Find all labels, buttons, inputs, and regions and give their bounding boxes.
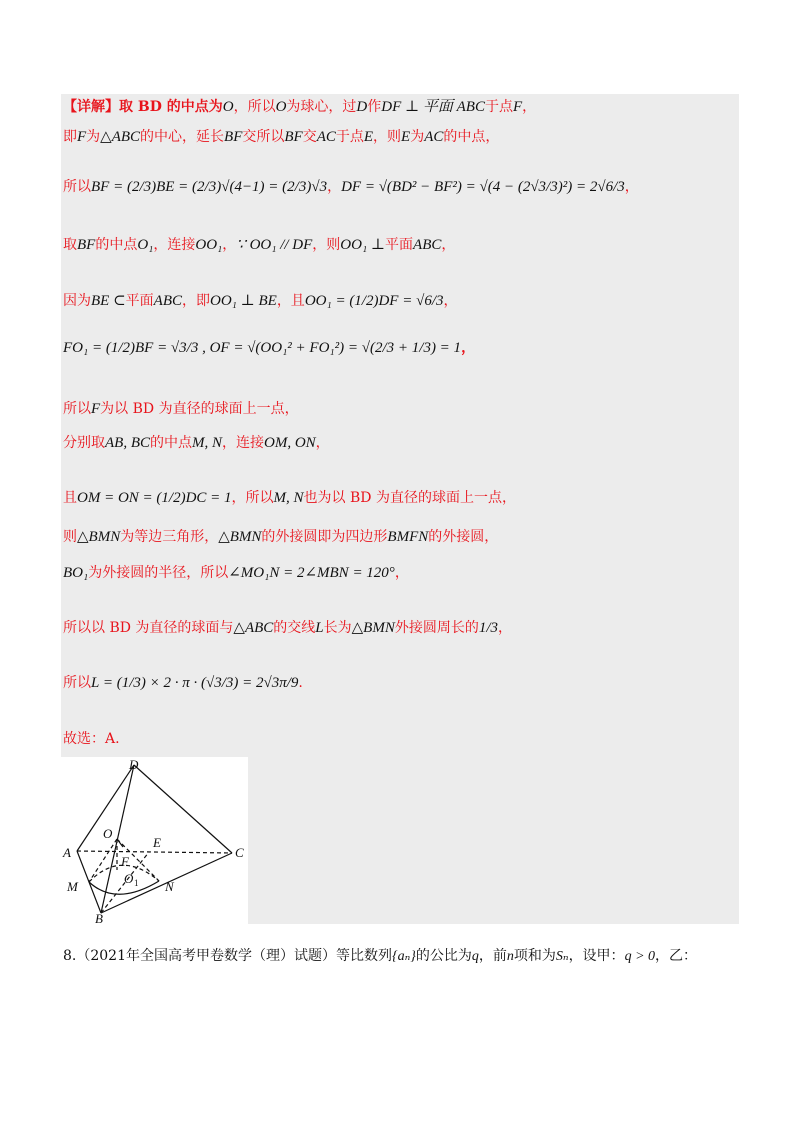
label-A: A — [63, 845, 71, 860]
text: 于点 — [484, 99, 513, 115]
text: 平面 — [385, 237, 414, 253]
text: ，且 — [276, 293, 305, 309]
text: ， — [394, 565, 409, 581]
math: E — [363, 129, 374, 145]
text: . — [298, 675, 303, 691]
text: 为等边三角形， — [120, 529, 219, 545]
text: 的交线 — [273, 620, 316, 636]
math: BO₁ — [63, 565, 89, 581]
text: 也为以 BD 为直径的球面上一点， — [303, 490, 516, 506]
solution-line-5 — [63, 291, 458, 311]
math: △BMN — [218, 529, 262, 545]
math: FO₁ = (1/2)BF = √3/3 , OF = √(OO₁² + FO₁²) = √(2/3 + 1/3) = 1 — [63, 340, 462, 356]
math: AC — [316, 129, 336, 145]
text: ，设甲： — [568, 948, 625, 964]
math: M, N — [192, 435, 222, 451]
math: BF — [77, 237, 96, 253]
text: ， — [441, 237, 456, 253]
label-N: N — [165, 879, 174, 894]
math: n — [506, 949, 514, 964]
math: △BMN — [351, 620, 395, 636]
math: q — [471, 949, 479, 964]
text: 平面 — [125, 293, 154, 309]
math: OO₁ ⊥ — [340, 237, 386, 253]
math: BF — [284, 129, 303, 145]
solution-line-7 — [63, 399, 299, 419]
text: ，前 — [478, 948, 507, 964]
text: 作 — [367, 99, 382, 115]
math: Sₙ — [555, 949, 569, 964]
text: 分别取 — [63, 435, 105, 451]
text: ，所以 — [231, 490, 274, 506]
edge-AC — [77, 851, 232, 853]
label-O: O — [103, 826, 113, 841]
text: 交 — [302, 129, 317, 145]
text: 的中点， — [443, 129, 500, 145]
math: D — [356, 99, 368, 115]
text: 【详解】取 BD 的中点为 — [63, 99, 223, 115]
edge-DC — [134, 765, 232, 853]
math: OO₁ = (1/2)DF = √6/3 — [304, 293, 444, 309]
math: M, N — [273, 490, 304, 506]
text: ， — [461, 340, 476, 356]
text: ， — [315, 435, 330, 451]
math: O — [275, 99, 287, 115]
answer-text: 故选：A. — [63, 731, 120, 747]
solution-line-9 — [63, 488, 516, 508]
text: ， — [327, 179, 342, 195]
text: 所以以 BD 为直径的球面与 — [63, 620, 234, 636]
solution-line-1 — [63, 97, 536, 117]
solution-line-10 — [63, 527, 498, 547]
math: L — [315, 620, 324, 636]
text: ， — [624, 179, 639, 195]
solution-line-2 — [63, 127, 499, 147]
text: 所以 — [63, 401, 91, 417]
text: ， — [498, 620, 513, 636]
label-B: B — [95, 911, 103, 924]
text: 的公比为 — [415, 948, 472, 964]
math: BE ⊂ — [91, 293, 126, 309]
math: O₁ — [137, 237, 154, 253]
text: ，连接 — [222, 435, 264, 451]
label-O1: O — [124, 871, 134, 886]
math: OO₁ ⊥ BE — [210, 293, 277, 309]
text: 且 — [63, 490, 77, 506]
solution-line-13 — [63, 673, 303, 693]
text: 外接圆周长的 — [394, 620, 479, 636]
math: ABC — [413, 237, 442, 253]
tetrahedron-diagram — [61, 757, 248, 924]
math: DF = √(BD² − BF²) = √(4 − (2√3/3)²) = 2√6/3 — [341, 179, 625, 195]
solution-line-11 — [63, 563, 409, 583]
math: 1/3 — [478, 620, 499, 636]
solution-line-3 — [63, 177, 639, 197]
solution-line-12 — [63, 618, 512, 638]
text: 所以 — [63, 179, 91, 195]
text: ，连接 — [153, 237, 196, 253]
text: 的外接圆， — [428, 529, 499, 545]
text: 因为 — [63, 293, 91, 309]
text: ，即 — [182, 293, 210, 309]
question-8 — [63, 945, 697, 965]
math: F — [91, 401, 101, 417]
math: q > 0 — [624, 949, 656, 964]
math: O — [222, 99, 234, 115]
text: ， — [222, 237, 237, 253]
math: ∠MO₁N = 2∠MBN = 120° — [228, 565, 395, 581]
math: △ABC — [100, 129, 141, 145]
text: 即 — [63, 129, 77, 145]
text: 的中心，延长 — [140, 129, 225, 145]
math: △BMN — [77, 529, 121, 545]
geometry-figure — [61, 757, 248, 924]
label-E: E — [153, 835, 161, 850]
text: 则 — [63, 529, 77, 545]
text: 为以 BD 为直径的球面上一点， — [100, 401, 299, 417]
text: 交所以 — [242, 129, 285, 145]
math: OO₁ — [195, 237, 223, 253]
solution-line-6 — [63, 338, 475, 358]
math: L = (1/3) × 2 · π · (√3/3) = 2√3π/9 — [91, 675, 299, 691]
text: 8.（2021年全国高考甲卷数学（理）试题）等比数列 — [63, 948, 392, 964]
math: ∵ OO₁ // DF — [236, 237, 313, 253]
label-C: C — [235, 845, 244, 860]
text: 的中点 — [95, 237, 138, 253]
text: ，所以 — [233, 99, 276, 115]
answer-line — [63, 729, 120, 749]
text: 项和为 — [513, 948, 556, 964]
text: 为 — [86, 129, 101, 145]
math: E — [401, 129, 411, 145]
text: ，则 — [312, 237, 341, 253]
text: 为外接圆的半径，所以 — [88, 565, 229, 581]
label-F: F — [121, 854, 129, 869]
text: 于点 — [335, 129, 364, 145]
math: ABC — [153, 293, 182, 309]
label-D: D — [129, 757, 139, 772]
text: 为球心，过 — [286, 99, 357, 115]
text: 的中点 — [150, 435, 192, 451]
text: 取 — [63, 237, 77, 253]
math: AC — [424, 129, 444, 145]
math: F — [77, 129, 87, 145]
text: ， — [443, 293, 458, 309]
math: BF — [224, 129, 243, 145]
math: OM = ON = (1/2)DC = 1 — [77, 490, 232, 506]
text: ，乙： — [655, 948, 698, 964]
math: AB, BC — [105, 435, 150, 451]
label-O1-subscript: 1 — [134, 878, 139, 888]
solution-line-8 — [63, 433, 330, 453]
text: 为 — [410, 129, 425, 145]
text: 的外接圆即为四边形 — [261, 529, 388, 545]
math: {aₙ} — [392, 949, 416, 964]
math: BMFN — [387, 529, 429, 545]
math: OM, ON — [264, 435, 316, 451]
solution-line-4 — [63, 235, 455, 255]
text: 所以 — [63, 675, 91, 691]
math: BF = (2/3)BE = (2/3)√(4−1) = (2/3)√3 — [91, 179, 328, 195]
label-M: M — [67, 879, 78, 894]
math: DF ⊥ 平面 ABC — [381, 99, 485, 115]
text: 长为 — [323, 620, 352, 636]
math: F — [512, 99, 523, 115]
text: ，则 — [373, 129, 402, 145]
math: △ABC — [233, 620, 274, 636]
text: ， — [522, 99, 537, 115]
